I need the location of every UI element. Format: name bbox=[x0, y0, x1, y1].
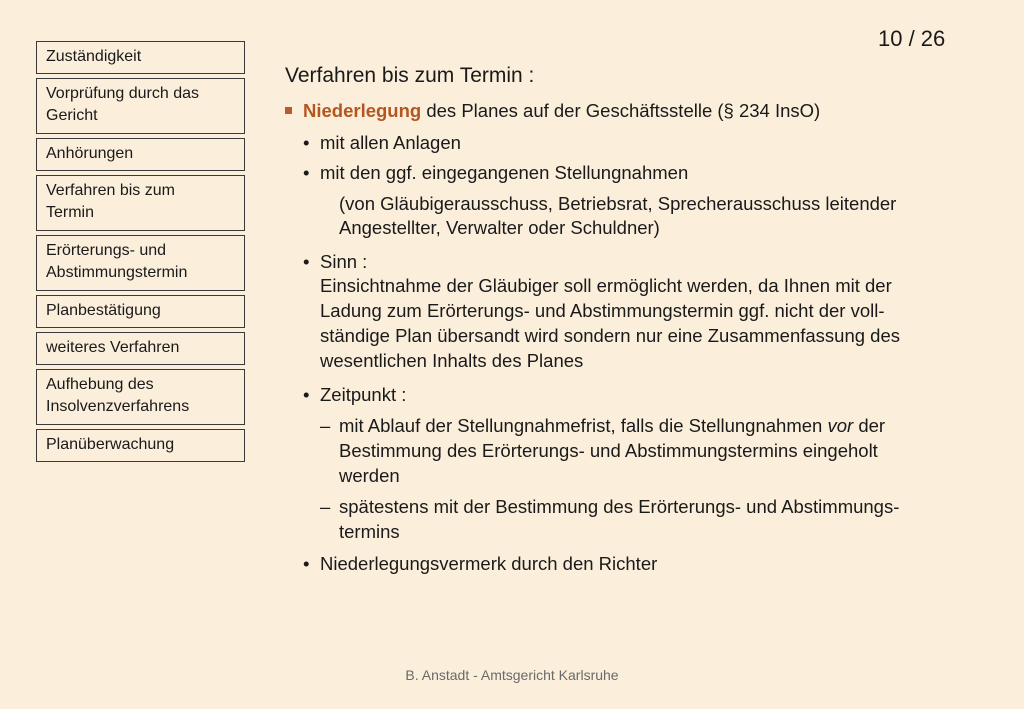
lead-text: des Planes auf der Geschäftsstelle (§ 234 InsO) bbox=[421, 100, 821, 121]
nav-label-line: Verfahren bis zum bbox=[46, 182, 175, 199]
list-item bbox=[303, 552, 657, 576]
nav-label: weiteres Verfahren bbox=[46, 339, 180, 356]
nav-label-line: Aufhebung des bbox=[46, 376, 154, 393]
nav-label: Planüberwachung bbox=[46, 436, 175, 453]
nav-label-line: Termin bbox=[46, 204, 95, 221]
dash-subtext: Bestimmung des Erörterungs- und Abstimmungstermins eingeholt bbox=[339, 440, 878, 461]
nav-item-vorpruefung[interactable] bbox=[36, 78, 245, 134]
nav-item-weiteres-verfahren[interactable] bbox=[36, 332, 245, 365]
list-item-text: mit allen Anlagen bbox=[320, 132, 461, 153]
bullet-icon: • bbox=[303, 132, 310, 153]
nav-item-zustaendigkeit[interactable] bbox=[36, 41, 245, 74]
dash-item bbox=[320, 414, 885, 438]
nav-item-anhoerungen[interactable] bbox=[36, 138, 245, 171]
list-item bbox=[303, 250, 367, 274]
list-subtext: Ladung zum Erörterungs- und Abstimmungstermin ggf. nicht der voll- bbox=[320, 300, 885, 321]
nav-item-planueberwachung[interactable] bbox=[36, 429, 245, 462]
footer: B. Anstadt - Amtsgericht Karlsruhe bbox=[405, 667, 619, 683]
nav-item-eroerterungstermin[interactable] bbox=[36, 235, 245, 291]
page-number: 10 / 26 bbox=[878, 26, 946, 51]
nav-label: Zuständigkeit bbox=[46, 48, 142, 65]
list-item bbox=[303, 161, 688, 185]
square-bullet-icon bbox=[285, 107, 292, 114]
dash-text: der bbox=[853, 415, 886, 436]
nav-item-aufhebung[interactable] bbox=[36, 369, 245, 425]
dash-item bbox=[320, 495, 899, 519]
bullet-icon: • bbox=[303, 251, 310, 272]
list-subtext: Einsichtnahme der Gläubiger soll ermöglicht werden, da Ihnen mit der bbox=[320, 275, 892, 296]
nav-label-line: Insolvenzverfahrens bbox=[46, 398, 190, 415]
list-item bbox=[303, 383, 406, 407]
lead-bullet bbox=[285, 99, 820, 123]
page-title: Verfahren bis zum Termin : bbox=[285, 64, 535, 87]
nav-item-verfahren-bis-zum-termin[interactable] bbox=[36, 175, 245, 231]
nav-label-line: Erörterungs- und bbox=[46, 242, 167, 259]
lead-keyword: Niederlegung bbox=[303, 100, 422, 121]
dash-text: mit Ablauf der Stellungnahmefrist, falls die Stellungnahmen bbox=[339, 415, 828, 436]
dash-icon: – bbox=[320, 415, 331, 436]
nav-label: Planbestätigung bbox=[46, 302, 161, 319]
list-item-text: mit den ggf. eingegangenen Stellungnahmen bbox=[320, 162, 689, 183]
list-item-text: Zeitpunkt : bbox=[320, 384, 407, 405]
list-subtext: wesentlichen Inhalts des Planes bbox=[320, 350, 584, 371]
dash-emphasis: vor bbox=[827, 415, 854, 436]
list-item-text: Sinn : bbox=[320, 251, 368, 272]
nav-label-line: Vorprüfung durch das bbox=[46, 85, 199, 102]
dash-subtext: werden bbox=[339, 465, 400, 486]
nav-item-planbestaetigung[interactable] bbox=[36, 295, 245, 328]
nav-label-line: Abstimmungstermin bbox=[46, 264, 188, 281]
bullet-icon: • bbox=[303, 384, 310, 405]
nav-label-line: Gericht bbox=[46, 107, 98, 124]
bullet-icon: • bbox=[303, 553, 310, 574]
list-subtext: (von Gläubigerausschuss, Betriebsrat, Sprecherausschuss leitender bbox=[339, 193, 897, 214]
list-item-text: Niederlegungsvermerk durch den Richter bbox=[320, 553, 658, 574]
list-item bbox=[303, 131, 461, 155]
dash-subtext: termins bbox=[339, 521, 400, 542]
list-subtext: Angestellter, Verwalter oder Schuldner) bbox=[339, 217, 660, 238]
dash-text: spätestens mit der Bestimmung des Erörterungs- und Abstimmungs- bbox=[339, 496, 900, 517]
list-subtext: ständige Plan übersandt wird sondern nur eine Zusammenfassung des bbox=[320, 325, 901, 346]
nav-label: Anhörungen bbox=[46, 145, 134, 162]
dash-icon: – bbox=[320, 496, 331, 517]
bullet-icon: • bbox=[303, 162, 310, 183]
